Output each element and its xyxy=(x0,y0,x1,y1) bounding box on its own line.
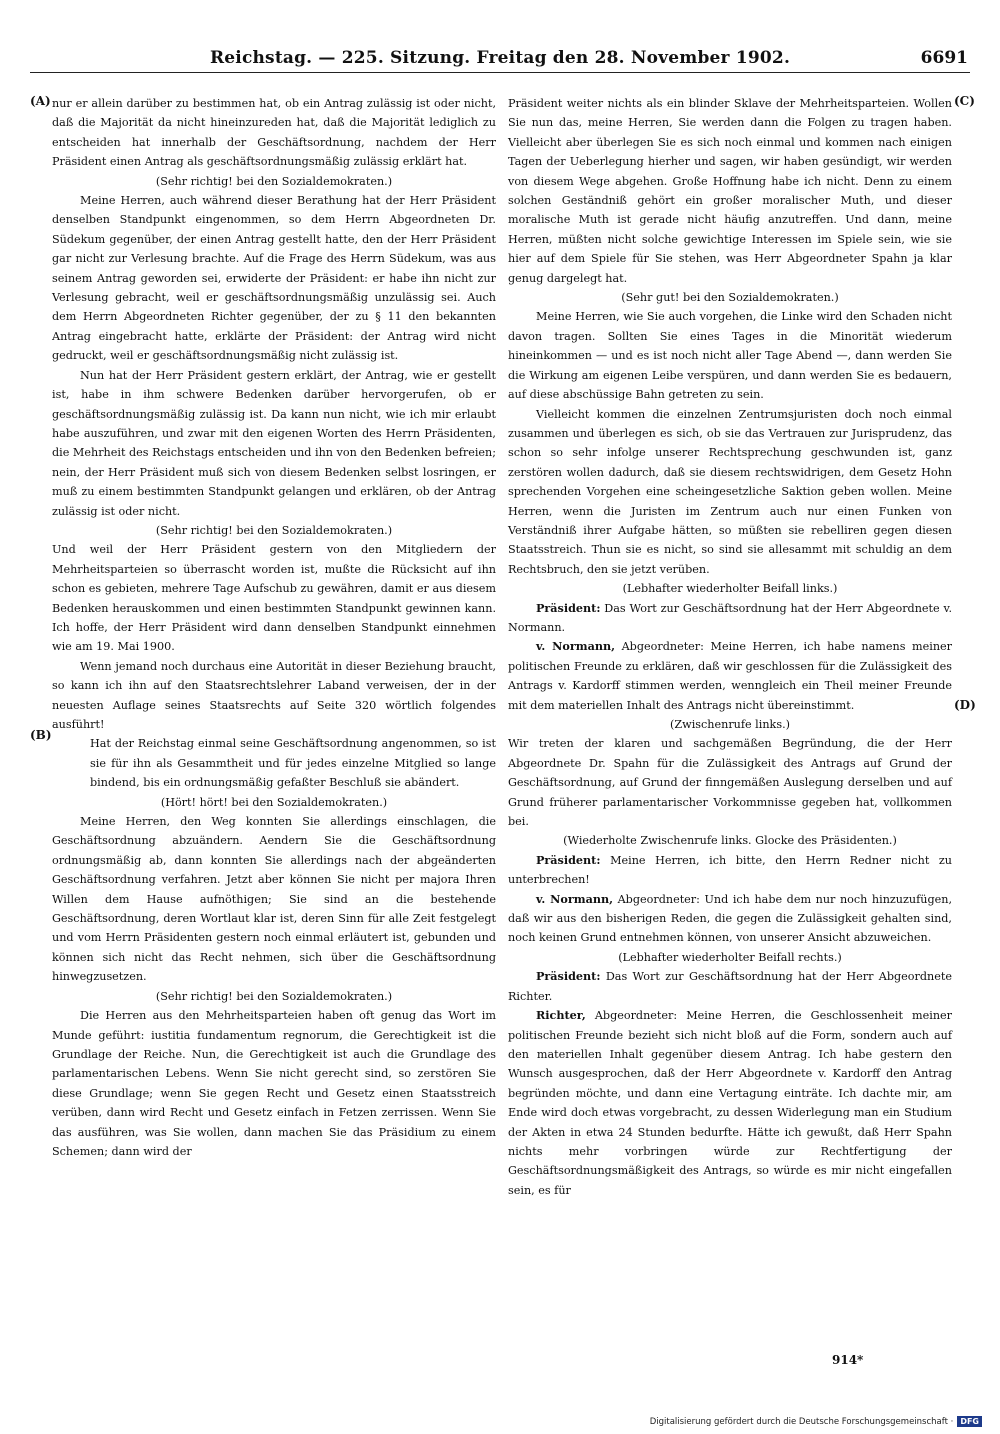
paragraph xyxy=(52,987,496,1006)
paragraph xyxy=(52,521,496,540)
paragraph xyxy=(52,540,496,656)
paragraph-text: nur er allein darüber zu bestimmen hat, ob ein Antrag zulässig ist oder nicht, daß die Majorität da nicht hineinzureden hat, daß die Majorität lediglich zu entscheiden hat innerhalb der Geschäftsordnung, nachdem der Herr Präsident einen Antrag als geschäftsordnungsmäßig zulässig erklärt hat. xyxy=(52,97,496,169)
paragraph-text: Präsident weiter nichts als ein blinder Sklave der Mehrheitsparteien. Wollen Sie nun das, meine Herren, Sie werden dann die Folgen zu tragen haben. Vielleicht aber überlegen Sie es sich noch einmal und kommen nach einigen Tagen der Ueberlegung hierher und sagen, wir haben gesündigt, wir werden von diesem Wege abgehen. Große Hoffnung habe ich nicht. Denn zu einem solchen Geständniß gehört ein großer moralischer Muth, und dieser moralische Muth ist gerade nicht häufig anzutreffen. Und dann, meine Herren, müßten nicht solche gewichtige Interessen im Spiele sein, wie sie hier auf dem Spiele für Sie stehen, was Herr Abgeordneter Spahn ja klar genug dargelegt hat. xyxy=(508,97,952,285)
paragraph-text: Wenn jemand noch durchaus eine Autorität in dieser Beziehung braucht, so kann ich ihn auf den Staatsrechtslehrer Laband verweisen, der in der neuesten Auflage seines Staatsrechts auf Seite 320 wörtlich folgendes ausführt! xyxy=(52,659,496,731)
paragraph-text: Das Wort zur Geschäftsordnung hat der Herr Abgeordnete Richter. xyxy=(508,970,952,1003)
paragraph-text: Meine Herren, wie Sie auch vorgehen, die Linke wird den Schaden nicht davon tragen. Sollten Sie eines Tages in die Minorität wiederum hineinkommen — und es ist noch nicht aller Tage Abend —, dann werden Sie die Wirkung am eigenen Leibe verspüren, und dann werden Sie es bedauern, auf diese abschüssige Bahn getreten zu sein. xyxy=(508,310,952,402)
paragraph-text: Wir treten der klaren und sachgemäßen Begründung, die der Herr Abgeordnete Dr. Spahn für die Zulässigkeit des Antrags auf Grund der Geschäftsordnung, auf Grund der finngemäßen Auslegung derselben und auf Grund früherer parlamentarischer Vorkommnisse gegeben hat, vollkommen bei. xyxy=(508,737,952,829)
paragraph-text: (Wiederholte Zwischenrufe links. Glocke des Präsidenten.) xyxy=(563,834,897,848)
paragraph-text: (Sehr richtig! bei den Sozialdemokraten.) xyxy=(155,174,393,188)
paragraph xyxy=(508,405,952,580)
paragraph xyxy=(508,288,952,307)
footer-text: Digitalisierung gefördert durch die Deutsche Forschungsgemeinschaft · xyxy=(649,1416,954,1427)
margin-marker-d: (D) xyxy=(954,698,976,712)
speaker-name: v. Normann, xyxy=(536,891,614,906)
paragraph-text: Meine Herren, auch während dieser Berathung hat der Herr Präsident denselben Standpunkt eingenommen, so dem Herrn Abgeordneten Dr. Südekum gegenüber, der einen Antrag gestellt hatte, den der Herr Präsident gar nicht zur Verlesung brachte. Auf die Frage des Herrn Südekum, was aus seinem Antrag geworden sei, erwiderte der Präsident: er habe ihn nicht zur Verlesung gebracht, weil er geschäftsordnungsmäßig unzulässig sei. Auch dem Herrn Abgeordneten Richter gegenüber, der zu § 11 den bekannten Antrag eingebracht hatte, erklärte der Präsident: der Antrag wird nicht gedruckt, weil er geschäftsordnungsmäßig nicht zulässig ist. xyxy=(52,194,496,363)
paragraph-text: Abgeordneter: Meine Herren, die Geschlossenheit meiner politischen Freunde bezieht sich nicht bloß auf die Form, sondern auch auf den materiellen Inhalt gegenüber diesem Antrag. Ich habe gestern den Wunsch ausgesprochen, daß der Herr Abgeordnete v. Kardorff den Antrag begründen möchte, und dann eine Vertagung einträte. Ich dachte mir, am Ende wird doch etwas vorgebracht, zu dessen Widerlegung man ein Studium der Akten in etwa 24 Stunden bedurfte. Hätte ich gewußt, daß Herr Spahn nichts mehr vorbringen würde zur Rechtfertigung der Geschäftsordnungsmäßigkeit des Antrags, so würde es mir nicht eingefallen sein, es für xyxy=(508,1009,952,1197)
paragraph xyxy=(508,599,952,638)
paragraph xyxy=(508,734,952,831)
margin-marker-c: (C) xyxy=(954,94,975,108)
right-text-column xyxy=(508,94,952,1200)
left-text-column xyxy=(52,94,496,1161)
speaker-name: Präsident: xyxy=(536,600,601,615)
sheet-signature: 914* xyxy=(832,1353,864,1367)
margin-marker-a: (A) xyxy=(30,94,51,108)
paragraph xyxy=(508,579,952,598)
paragraph xyxy=(52,1006,496,1161)
paragraph xyxy=(508,307,952,404)
page-title: Reichstag. — 225. Sitzung. Freitag den 28. November 1902. xyxy=(209,48,791,68)
speaker-name: Richter, xyxy=(536,1008,586,1023)
paragraph-text: (Lebhafter wiederholter Beifall links.) xyxy=(622,582,838,596)
digitization-footer xyxy=(650,1416,982,1427)
speaker-name: Präsident: xyxy=(536,852,601,867)
paragraph xyxy=(508,94,952,288)
paragraph xyxy=(508,831,952,850)
paragraph xyxy=(508,948,952,967)
paragraph-text: (Lebhafter wiederholter Beifall rechts.) xyxy=(618,950,842,964)
paragraph xyxy=(52,172,496,191)
paragraph-text: (Sehr richtig! bei den Sozialdemokraten.) xyxy=(155,989,393,1003)
paragraph-text: (Sehr richtig! bei den Sozialdemokraten.) xyxy=(155,523,393,537)
speaker-name: Präsident: xyxy=(536,969,601,984)
paragraph xyxy=(508,890,952,948)
paragraph xyxy=(52,793,496,812)
speaker-name: v. Normann, xyxy=(536,639,616,654)
paragraph xyxy=(508,637,952,715)
paragraph xyxy=(52,94,496,172)
paragraph-text: Abgeordneter: Meine Herren, ich habe namens meiner politischen Freunde zu erklären, daß wir geschlossen für die Zulässigkeit des Antrags v. Kardorff stimmen werden, wenngleich ein Theil meiner Freunde mit dem materiellen Inhalt des Antrags nicht übereinstimmt. xyxy=(508,640,953,712)
page-header xyxy=(30,48,970,73)
margin-marker-b: (B) xyxy=(30,728,52,742)
paragraph xyxy=(52,366,496,521)
paragraph-text: Hat der Reichstag einmal seine Geschäftsordnung angenommen, so ist sie für ihn als Gesammtheit und für jedes einzelne Mitglied so lange bindend, bis ein ordnungsmäßig gefaßter Beschluß sie abändert. xyxy=(90,737,496,790)
paragraph xyxy=(508,967,952,1006)
paragraph-text: Abgeordneter: Und ich habe dem nur noch hinzuzufügen, daß wir aus den bisherigen Reden, die gegen die Zulässigkeit gehalten sind, noch keinen Grund entnehmen können, von unserer Ansicht abzuweichen. xyxy=(508,892,953,945)
paragraph-text: (Zwischenrufe links.) xyxy=(669,718,790,731)
paragraph-text: (Sehr gut! bei den Sozialdemokraten.) xyxy=(621,291,839,305)
dfg-logo: DFG xyxy=(957,1416,982,1427)
paragraph xyxy=(52,812,496,987)
paragraph xyxy=(508,851,952,890)
paragraph-text: Die Herren aus den Mehrheitsparteien haben oft genug das Wort im Munde geführt: iustitia fundamentum regnorum, die Gerechtigkeit ist die Grundlage der Reiche. Nun, die Gerechtigkeit ist auch die Grundlage des parlamentarischen Lebens. Wenn Sie nicht gerecht sind, so zerstören Sie diese Grundlage; wenn Sie gegen Recht und Gesetz einen Staatsstreich verüben, dann wird Recht und Gesetz einfach in Fetzen zerrissen. Wenn Sie das ausführen, was Sie wollen, dann machen Sie das Präsidium zu einem Schemen; dann wird der xyxy=(52,1009,496,1158)
paragraph xyxy=(508,715,952,734)
paragraph xyxy=(508,1006,952,1200)
paragraph xyxy=(52,657,496,735)
paragraph-text: Vielleicht kommen die einzelnen Zentrumsjuristen doch noch einmal zusammen und überlegen es sich, ob sie das Vertrauen zur Jurisprudenz, das schon so sehr infolge unserer Rechtsprechung geschwunden ist, ganz zerstören wollen dadurch, daß sie diesem rechtswidrigen, dem Gesetz Hohn sprechenden Vorgehen eine scheingesetzliche Saktion geben wollen. Meine Herren, wenn die Juristen im Zentrum auch nur einen Funken von Verständniß ihrer Aufgabe hätten, so müßten sie rebelliren gegen diesen Staatsstreich. Thun sie es nicht, so sind sie allesammt mit schuldig an dem Rechtsbruch, den sie jetzt verüben. xyxy=(508,407,952,576)
paragraph xyxy=(52,734,496,792)
page-number: 6691 xyxy=(920,48,968,68)
paragraph-text: (Hört! hört! bei den Sozialdemokraten.) xyxy=(160,795,388,809)
paragraph-text: Nun hat der Herr Präsident gestern erklärt, der Antrag, wie er gestellt ist, habe in ihm schwere Bedenken darüber hervorgerufen, ob er geschäftsordnungsmäßig zulässig ist. Da kann nun nicht, wie ich mir erlaubt habe auszuführen, und zwar mit den eigenen Worten des Herrn Präsidenten, die Mehrheit des Reichstags entscheiden und ihn von den Bedenken befreien; nein, der Herr Präsident muß sich von diesem Bedenken selbst losringen, er muß zu einem bestimmten Standpunkt gelangen und erklären, ob der Antrag zulässig ist oder nicht. xyxy=(52,368,496,518)
paragraph xyxy=(52,191,496,366)
paragraph-text: Das Wort zur Geschäftsordnung hat der Herr Abgeordnete v. Normann. xyxy=(508,601,952,634)
paragraph-text: Meine Herren, den Weg konnten Sie allerdings einschlagen, die Geschäftsordnung abzuändern. Aendern Sie die Geschäftsordnung ordnungsmäßig ab, dann konnten Sie allerdings nach der abgeänderten Geschäftsordnung verfahren. Jetzt aber können Sie nicht per majora Ihren Willen dem Hause aufnöthigen; Sie sind an die bestehende Geschäftsordnung, deren Wortlaut klar ist, deren Sinn für alle Zeit festgelegt und vom Herrn Präsidenten gestern noch einmal erläutert ist, gebunden und können sich nicht das Recht nehmen, sich über die Geschäftsordnung hinwegzusetzen. xyxy=(52,815,496,984)
paragraph-text: Und weil der Herr Präsident gestern von den Mitgliedern der Mehrheitsparteien so überrascht worden ist, mußte die Rücksicht auf ihn schon es gebieten, mehrere Tage Aufschub zu gewähren, damit er aus diesem Bedenken herauskommen und einen bestimmten Standpunkt gewinnen kann. Ich hoffe, der Herr Präsident wird dann denselben Standpunkt einnehmen wie am 19. Mai 1900. xyxy=(52,543,496,654)
paragraph-text: Meine Herren, ich bitte, den Herrn Redner nicht zu unterbrechen! xyxy=(508,853,952,887)
